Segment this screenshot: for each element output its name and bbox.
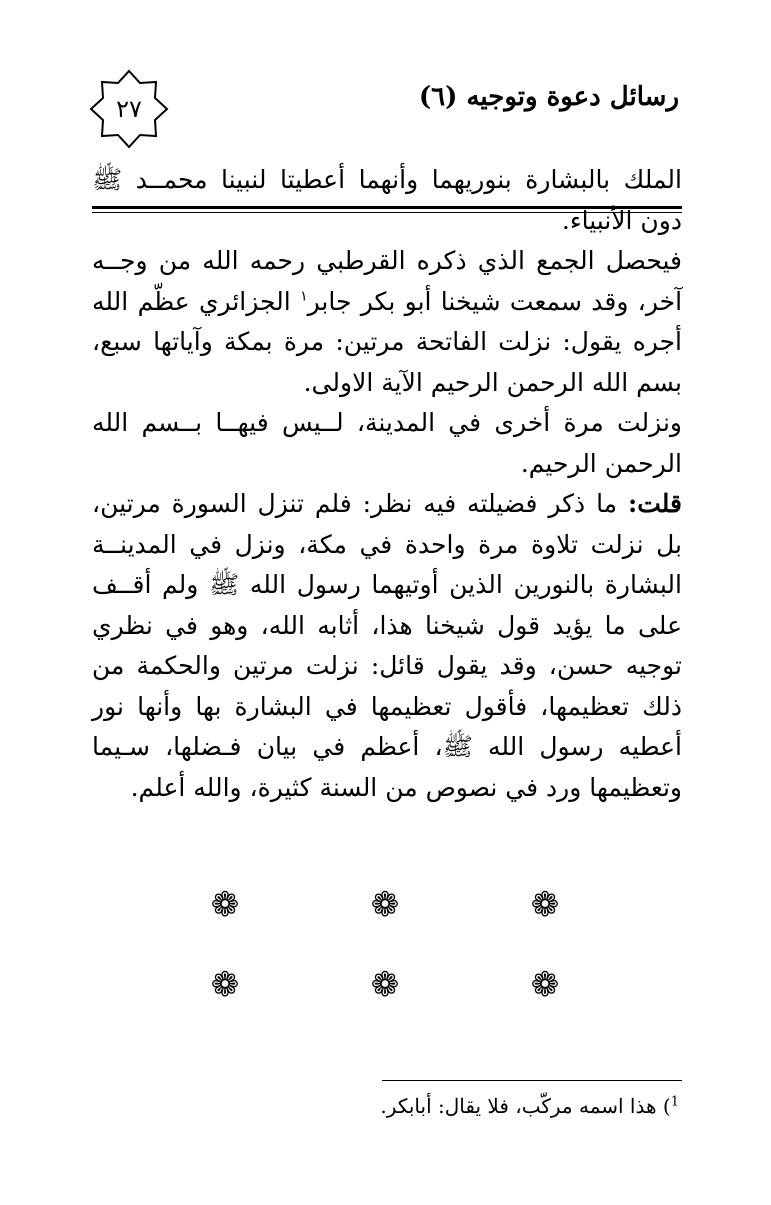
flower-ornament-icon: ❁ — [370, 965, 400, 1005]
paragraph-1: الملك بالبشارة بنوريهما وأنهما أعطيتا لنبينا محمــد ﷺ دون الأنبياء. — [92, 165, 682, 235]
flower-ornament-icon: ❁ — [530, 885, 560, 925]
page-number-badge — [88, 68, 170, 150]
paragraph-2 — [92, 241, 682, 403]
flower-ornament-icon: ❁ — [210, 965, 240, 1005]
flower-ornament-icon: ❁ — [370, 885, 400, 925]
footnote-text: هذا اسمه مركّب، فلا يقال: أبابكر. — [380, 1094, 657, 1118]
paragraph-4-text: ما ذكر فضيلته فيه نظر: فلم تنزل السورة مرتين، بل نزلت تلاوة مرة واحدة في مكة، ونزل في المدينــة البشارة بالنورين الذين أوتيهما رسول الله ﷺ ولم أقــف على ما يؤيد قول شيخنا هذا، أثابه الله، وهو في نظري توجيه حسن، وقد يقول قائل: نزلت مرتين والحكمة من ذلك تعظيمها، فأقول تعظيمها في البشارة بها وأنها نور أعطيه رسول الله ﷺ، أعظم في بيان فـضلها، سـيما وتعظيمها ورد في نصوص من السنة كثيرة، والله أعلم. — [92, 489, 682, 802]
flower-ornament-icon: ❁ — [210, 885, 240, 925]
paragraph-4 — [92, 484, 682, 808]
footnote: $^1$) هذا اسمه مركّب، فلا يقال: أبابكر. — [380, 1094, 679, 1118]
page-number: ٢٧ — [116, 95, 142, 123]
page-header — [0, 60, 771, 150]
ornament-row-1 — [200, 880, 570, 930]
footnote-reference: ١ — [300, 288, 308, 305]
paragraph-2-part-b: الجزائري عظّم الله أجره يقول: نزلت الفاتحة مرتين: مرة بمكة وآياتها سبع، بسم الله الرحمن الرحيم الآية الاولى. — [92, 286, 682, 397]
ornament-divider — [200, 880, 570, 1040]
paragraph-4-lead: قلت: — [627, 489, 682, 518]
footnote-separator — [382, 1080, 682, 1081]
paragraph-2-part-a: فيحصل الجمع الذي ذكره القرطبي رحمه الله من وجــه آخر، وقد سمعت شيخنا أبو بكر جابر — [92, 246, 683, 316]
flower-ornament-icon: ❁ — [530, 965, 560, 1005]
paragraph-3: ونزلت مرة أخرى في المدينة، لــيس فيهــا بــسم الله الرحمن الرحيم. — [92, 408, 682, 478]
running-title: رسائل دعوة وتوجيه (٦) — [418, 82, 679, 112]
main-text — [92, 160, 682, 808]
ornament-row-2 — [200, 960, 570, 1010]
footnote-number: 1 — [670, 1094, 679, 1110]
